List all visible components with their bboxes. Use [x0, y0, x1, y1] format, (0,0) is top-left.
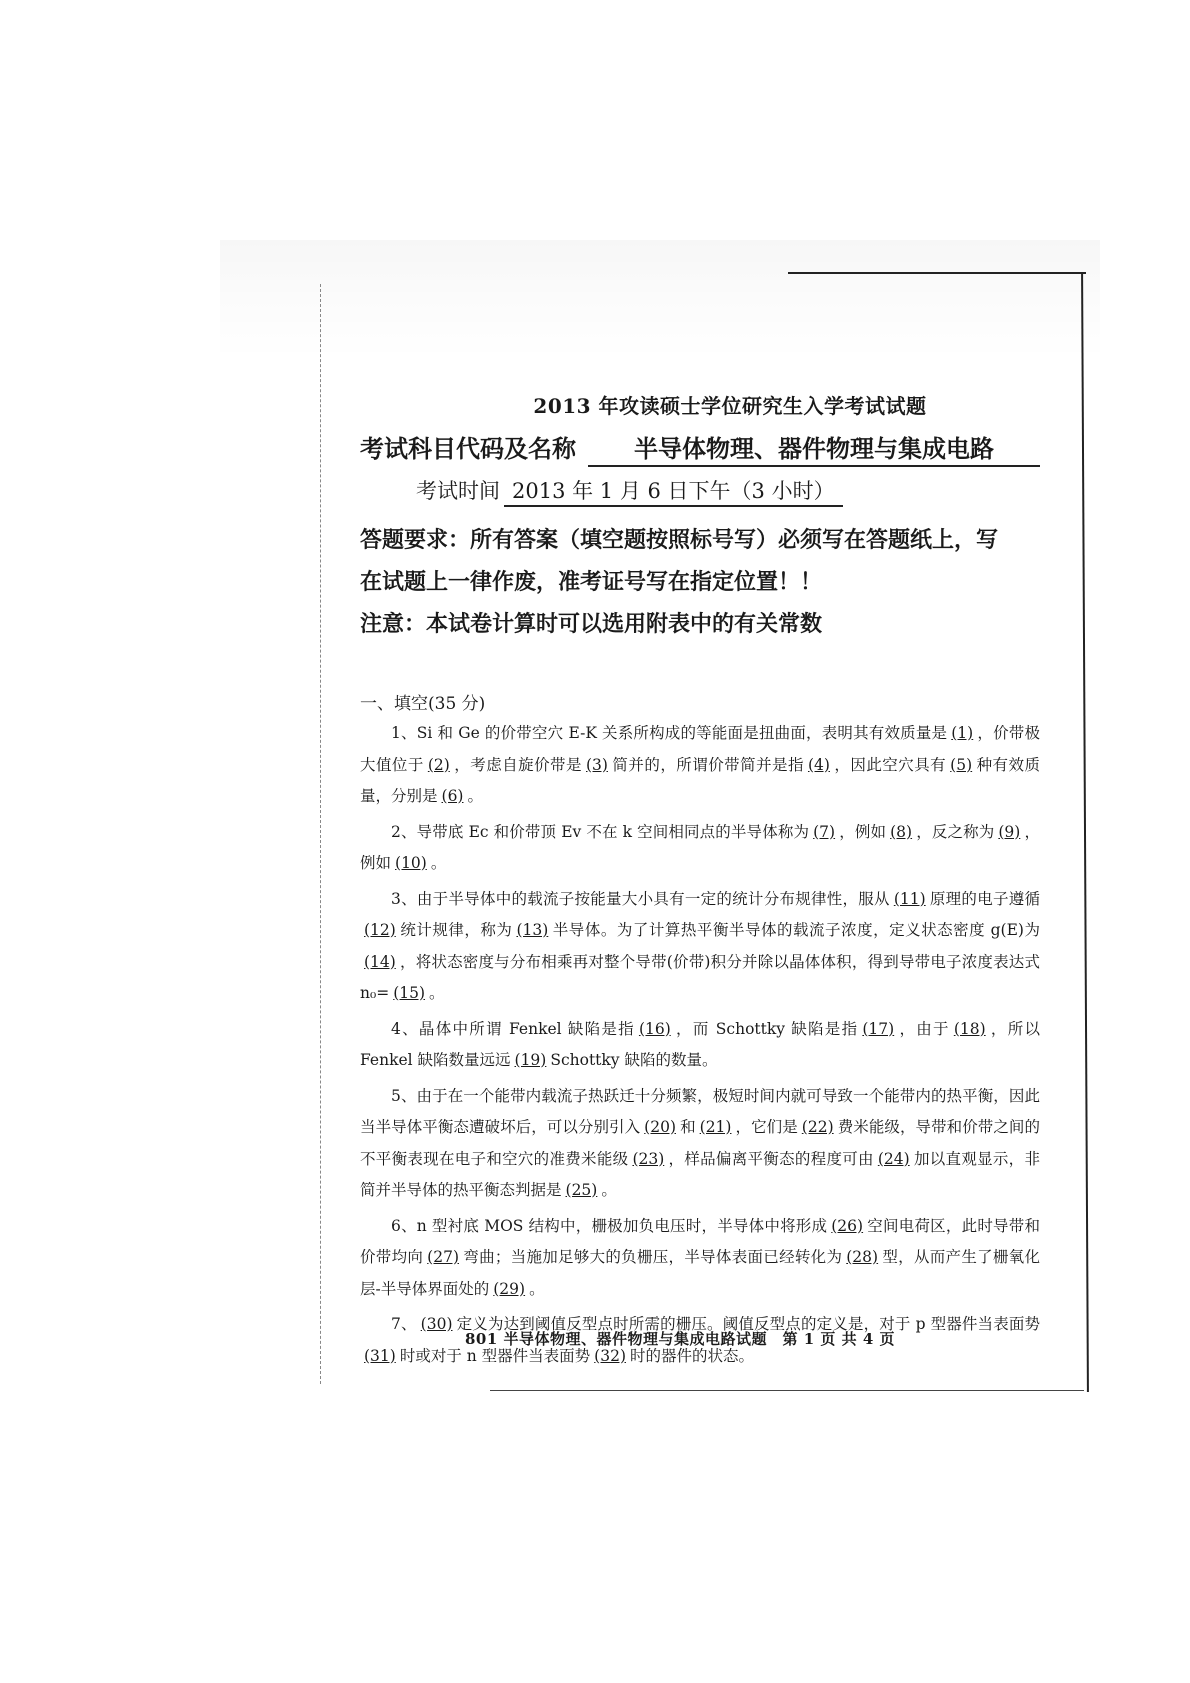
answer-blank: (22): [801, 1118, 834, 1136]
answer-blank: (30): [420, 1315, 453, 1333]
answer-blank: (13): [516, 921, 549, 939]
question-2: [360, 817, 1040, 880]
question-4: [360, 1014, 1040, 1077]
question-6: [360, 1211, 1040, 1306]
question-text: 2、导带底 Ec 和价带顶 Ev 不在 k 空间相同点的半导体称为: [391, 822, 810, 841]
question-text: ，例如: [360, 822, 1040, 872]
answer-blank: (5): [950, 755, 973, 774]
question-text: 半导体。为了计算热平衡半导体的载流子浓度，定义状态密度 g(E)为: [552, 921, 1040, 939]
exam-note: 注意：本试卷计算时可以选用附表中的有关常数: [360, 611, 823, 637]
question-text: 统计规律，称为: [399, 921, 513, 939]
answer-blank: (7): [813, 822, 836, 841]
question-text: ，将状态密度与分布相乘再对整个导带(价带)积分并除以晶体体积，得到导带电子浓度表达式 n₀=: [360, 952, 1040, 1002]
question-text: 种有效质量，分别是: [360, 755, 1040, 805]
answer-blank: (12): [364, 921, 396, 939]
subject-name: 半导体物理、器件物理与集成电路: [588, 429, 1040, 467]
answer-blank: (32): [594, 1346, 626, 1365]
question-text: 6、n 型衬底 MOS 结构中，栅极加负电压时，半导体中将形成: [391, 1216, 828, 1235]
frame-top-border: [788, 272, 1086, 274]
question-text: ，而 Schottky 缺陷是指: [674, 1019, 859, 1038]
answer-blank: (15): [393, 984, 426, 1002]
frame-bottom-border: [490, 1390, 1084, 1391]
subject-line: [360, 429, 1040, 467]
question-text: 弯曲；当施加足够大的负栅压，半导体表面已经转化为: [463, 1248, 843, 1266]
answer-blank: (31): [364, 1346, 396, 1365]
question-text: 费米能级，导带和价带之间的不平衡表现在电子和空穴的准费米能级: [360, 1118, 1040, 1168]
answer-blank: (4): [807, 755, 830, 774]
question-text: 时或对于 n 型器件当表面势: [399, 1346, 591, 1365]
question-1: [360, 718, 1040, 813]
exam-time-line: [416, 475, 1040, 507]
question-text: ，它们是: [735, 1118, 798, 1136]
answer-blank: (8): [890, 822, 913, 841]
question-text: 时的器件的状态。: [630, 1346, 755, 1365]
question-text: 定义为达到阈值反型点时所需的栅压。阈值反型点的定义是，对于 p 型器件当表面势: [456, 1315, 1040, 1333]
page-footer: 801 半导体物理、器件物理与集成电路试题 第 1 页 共 4 页: [465, 1330, 896, 1348]
frame-left-border: [320, 284, 322, 1384]
answer-blank: (6): [441, 787, 464, 805]
question-text: ，由于: [898, 1019, 950, 1038]
question-text: 加以直观显示，非简并半导体的热平衡态判据是: [360, 1149, 1040, 1199]
exam-time-value: 2013 年 1 月 6 日下午（3 小时）: [504, 475, 843, 507]
answer-blank: (1): [951, 724, 974, 742]
section-title: 一、填空(35 分): [360, 694, 486, 714]
question-text: 1、Si 和 Ge 的价带空穴 E-K 关系所构成的等能面是扭曲面，表明其有效质量是: [391, 724, 948, 742]
answer-blank: (20): [644, 1118, 676, 1136]
requirement-line-1: 答题要求：所有答案（填空题按照标号写）必须写在答题纸上，写: [360, 527, 999, 553]
question-text: 型，从而产生了栅氧化层-半导体界面处的: [360, 1248, 1040, 1298]
answer-blank: (14): [364, 952, 396, 971]
frame-right-border: [1081, 272, 1089, 1392]
answer-blank: (3): [586, 755, 608, 774]
answer-blank: (23): [632, 1149, 665, 1168]
answer-blank: (27): [427, 1248, 459, 1266]
answer-blank: (25): [565, 1181, 598, 1199]
subject-label: 考试科目代码及名称: [360, 434, 576, 463]
exam-time-label: 考试时间: [416, 479, 500, 503]
exam-page: [360, 390, 1040, 1372]
answer-blank: (28): [846, 1248, 879, 1266]
question-text: ，因此空穴具有: [833, 755, 947, 774]
question-text: 和: [680, 1118, 696, 1136]
answer-blank: (26): [831, 1216, 864, 1235]
answer-blank: (2): [427, 755, 450, 774]
question-text: 简并的，所谓价带简并是指: [611, 755, 804, 774]
scan-shadow: [220, 240, 1100, 360]
question-text: 5、由于在一个能带内载流子热跃迁十分频繁，极短时间内就可导致一个能带内的热平衡，因此当半导体平衡态遭破坏后，可以分别引入: [360, 1086, 1040, 1136]
answer-blank: (11): [893, 889, 926, 908]
question-text: ，样品偏离平衡态的程度可由: [668, 1149, 874, 1168]
question-text: 4、晶体中所谓 Fenkel 缺陷是指: [391, 1019, 635, 1038]
answer-blank: (10): [395, 854, 427, 872]
question-text: ，反之称为: [916, 822, 995, 841]
question-3: [360, 884, 1040, 1010]
requirement-line-2: 在试题上一律作废，准考证号写在指定位置！！: [360, 569, 823, 595]
answer-blank: (18): [953, 1019, 986, 1038]
question-text: 空间电荷区，此时导带和价带均向: [360, 1216, 1040, 1266]
question-text: 原理的电子遵循: [929, 889, 1040, 908]
question-5: [360, 1081, 1040, 1207]
answer-blank: (29): [493, 1279, 526, 1298]
answer-blank: (17): [862, 1019, 895, 1038]
question-text: 。: [429, 984, 445, 1002]
question-text: ，所以 Fenkel 缺陷数量远远: [360, 1019, 1040, 1069]
question-text: ，例如: [839, 822, 887, 841]
question-text: ，价带极大值位于: [360, 724, 1040, 774]
answer-blank: (16): [638, 1019, 671, 1038]
question-text: ，考虑自旋价带是: [453, 755, 582, 774]
answer-blank: (21): [699, 1118, 732, 1136]
question-text: 。: [601, 1181, 617, 1199]
question-text: 7、: [391, 1315, 417, 1333]
question-text: 。: [430, 854, 447, 872]
question-text: 。: [529, 1279, 545, 1298]
exam-title: 2013 年攻读硕士学位研究生入学考试试题: [533, 394, 927, 418]
question-text: Schottky 缺陷的数量。: [550, 1051, 718, 1069]
question-text: 。: [467, 787, 483, 805]
answer-blank: (19): [514, 1051, 547, 1069]
answer-blank: (9): [998, 822, 1021, 841]
question-text: 3、由于半导体中的载流子按能量大小具有一定的统计分布规律性，服从: [391, 889, 890, 908]
answer-blank: (24): [877, 1149, 910, 1168]
answer-requirements: [360, 519, 1040, 645]
